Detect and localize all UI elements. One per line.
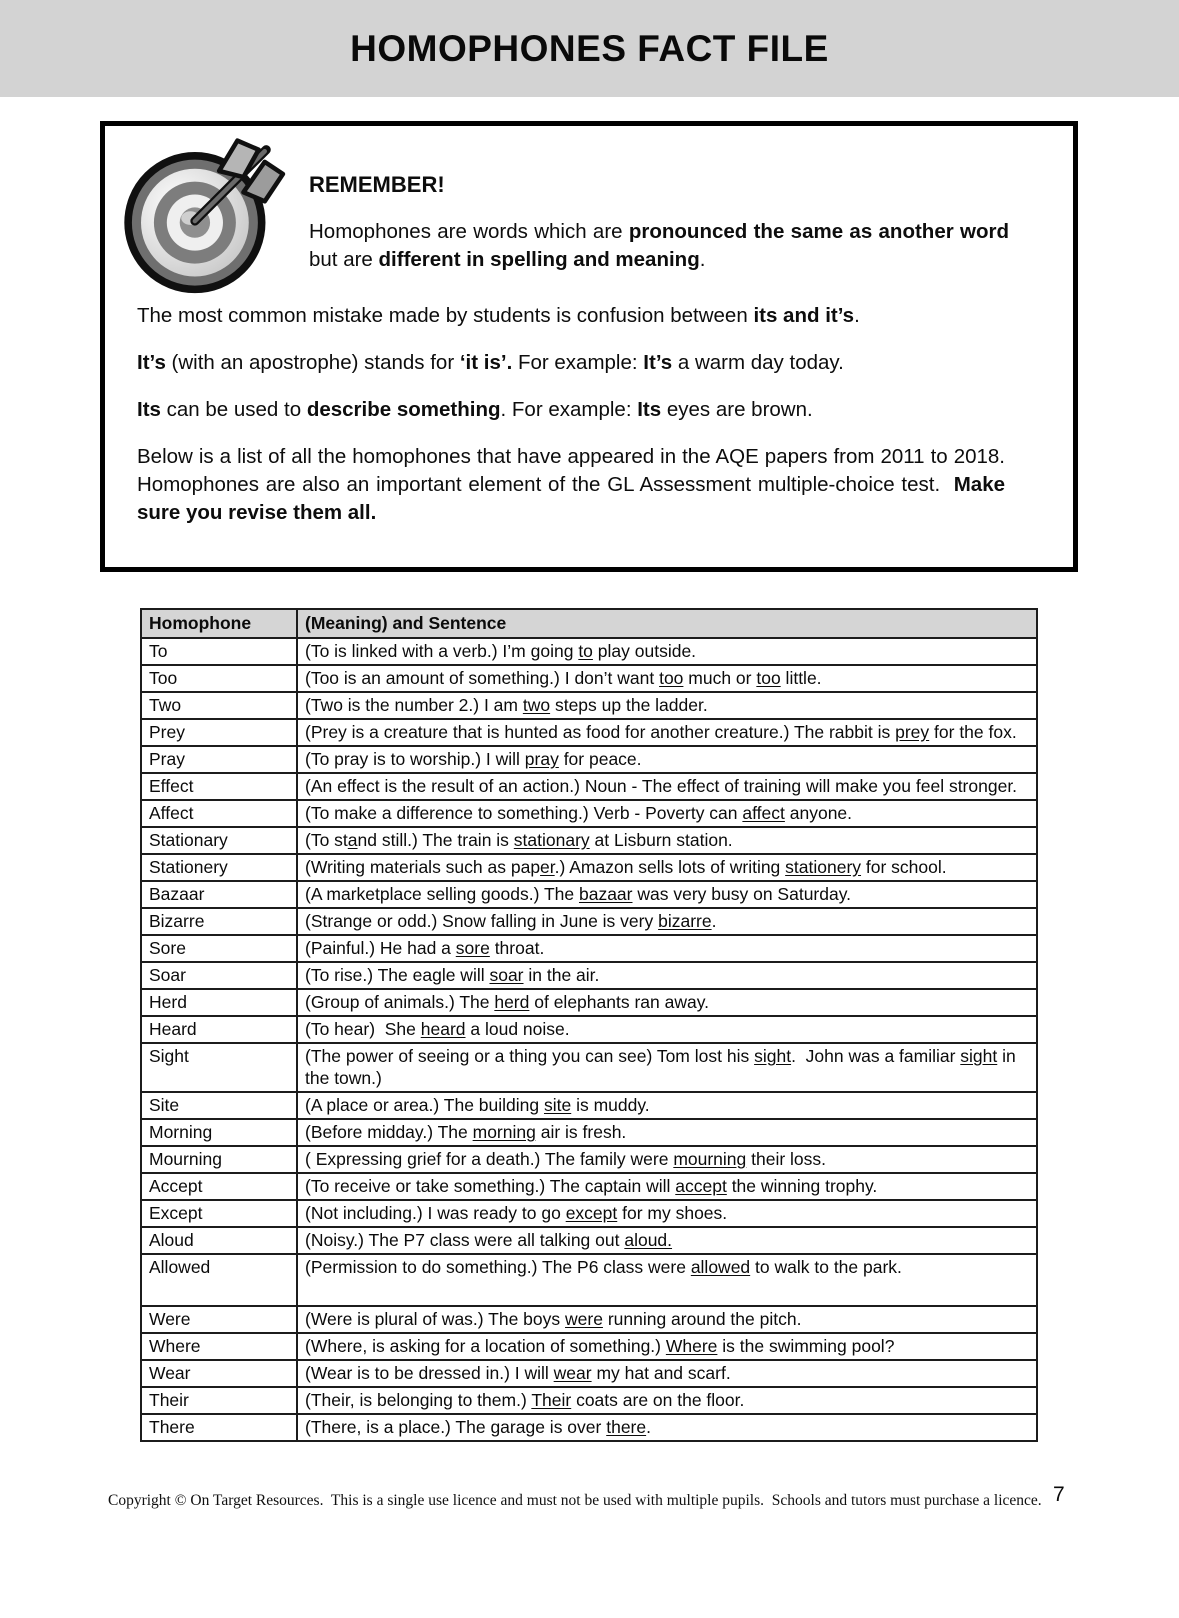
homophone-meaning: (A place or area.) The building site is muddy.: [297, 1092, 1037, 1119]
target-dartboard-icon: [119, 134, 289, 296]
homophone-meaning: (The power of seeing or a thing you can see) Tom lost his sight. John was a familiar sight in the town.): [297, 1043, 1037, 1092]
homophone-meaning: (Strange or odd.) Snow falling in June is very bizarre.: [297, 908, 1037, 935]
homophone-meaning: (Painful.) He had a sore throat.: [297, 935, 1037, 962]
table-row: [141, 962, 1037, 989]
table-row: [141, 1043, 1037, 1092]
homophone-meaning: (Two is the number 2.) I am two steps up the ladder.: [297, 692, 1037, 719]
homophone-meaning: (To rise.) The eagle will soar in the air.: [297, 962, 1037, 989]
table-row: [141, 746, 1037, 773]
homophone-word: Site: [141, 1092, 297, 1119]
table-row: [141, 1119, 1037, 1146]
homophone-word: Pray: [141, 746, 297, 773]
table-row: [141, 1414, 1037, 1441]
homophone-meaning: (Group of animals.) The herd of elephants ran away.: [297, 989, 1037, 1016]
table-row: [141, 800, 1037, 827]
remember-box-top-row: [105, 126, 1073, 296]
homophone-word: Heard: [141, 1016, 297, 1043]
homophone-meaning: (Noisy.) The P7 class were all talking out aloud.: [297, 1227, 1037, 1254]
page-number: 7: [1053, 1483, 1065, 1506]
homophone-word: Sight: [141, 1043, 297, 1092]
remember-intro-paragraph: Homophones are words which are pronounced the same as another word but are different in spelling and meaning.: [309, 220, 1015, 272]
homophone-word: Were: [141, 1306, 297, 1333]
homophone-word: Where: [141, 1333, 297, 1360]
homophone-word: Stationery: [141, 854, 297, 881]
table-row: [141, 1227, 1037, 1254]
homophone-word: Prey: [141, 719, 297, 746]
remember-heading: REMEMBER!: [309, 172, 445, 197]
homophone-word: Stationary: [141, 827, 297, 854]
homophone-meaning: (Were is plural of was.) The boys were running around the pitch.: [297, 1306, 1037, 1333]
remember-box: [100, 121, 1078, 572]
table-row: [141, 1387, 1037, 1414]
homophone-word: Accept: [141, 1173, 297, 1200]
homophone-word: Their: [141, 1387, 297, 1414]
homophone-meaning: (An effect is the result of an action.) Noun - The effect of training will make you feel stronger.: [297, 773, 1037, 800]
homophone-meaning: (To make a difference to something.) Verb - Poverty can affect anyone.: [297, 800, 1037, 827]
homophone-word: Herd: [141, 989, 297, 1016]
remember-intro: [309, 134, 1015, 296]
table-row: [141, 638, 1037, 665]
homophone-meaning: (To pray is to worship.) I will pray for peace.: [297, 746, 1037, 773]
table-row: [141, 1306, 1037, 1333]
homophone-word: Effect: [141, 773, 297, 800]
homophone-word: Except: [141, 1200, 297, 1227]
homophone-meaning: (A marketplace selling goods.) The bazaar was very busy on Saturday.: [297, 881, 1037, 908]
homophones-table-body: [141, 638, 1037, 1441]
homophone-word: Sore: [141, 935, 297, 962]
homophone-word: Morning: [141, 1119, 297, 1146]
table-row: [141, 1092, 1037, 1119]
table-row: [141, 854, 1037, 881]
table-row: [141, 1200, 1037, 1227]
table-row: [141, 827, 1037, 854]
table-row: [141, 719, 1037, 746]
homophone-meaning: (To receive or take something.) The captain will accept the winning trophy.: [297, 1173, 1037, 1200]
remember-paragraph-1: The most common mistake made by students is confusion between its and it’s.: [137, 304, 860, 327]
table-row: [141, 1173, 1037, 1200]
table-row: [141, 908, 1037, 935]
homophone-meaning: (Not including.) I was ready to go except for my shoes.: [297, 1200, 1037, 1227]
homophone-word: Affect: [141, 800, 297, 827]
homophone-word: Aloud: [141, 1227, 297, 1254]
homophone-meaning: (There, is a place.) The garage is over there.: [297, 1414, 1037, 1441]
homophone-word: Mourning: [141, 1146, 297, 1173]
table-row: [141, 935, 1037, 962]
table-row: [141, 1360, 1037, 1387]
homophone-meaning: (Where, is asking for a location of something.) Where is the swimming pool?: [297, 1333, 1037, 1360]
header-row: [141, 609, 1037, 638]
homophone-word: Two: [141, 692, 297, 719]
header-meaning: (Meaning) and Sentence: [297, 609, 1037, 638]
homophone-word: Soar: [141, 962, 297, 989]
remember-paragraph-4: Below is a list of all the homophones that have appeared in the AQE papers from 2011 to 2018. Homophones are also an important element of the GL Assessment multiple-choice test. Make sure you revise them all.: [137, 445, 1017, 525]
header-homophone: Homophone: [141, 609, 297, 638]
page-title: HOMOPHONES FACT FILE: [350, 27, 829, 69]
homophones-table-header: [141, 609, 1037, 638]
homophone-meaning: (Wear is to be dressed in.) I will wear my hat and scarf.: [297, 1360, 1037, 1387]
title-bar: [0, 0, 1179, 97]
homophone-meaning: (Too is an amount of something.) I don’t want too much or too little.: [297, 665, 1037, 692]
homophones-table: [140, 608, 1038, 1442]
homophone-word: Too: [141, 665, 297, 692]
homophone-word: There: [141, 1414, 297, 1441]
homophone-word: Wear: [141, 1360, 297, 1387]
homophone-meaning: (Writing materials such as paper.) Amazon sells lots of writing stationery for school.: [297, 854, 1037, 881]
homophone-meaning: (Before midday.) The morning air is fresh.: [297, 1119, 1037, 1146]
remember-paragraph-3: Its can be used to describe something. For example: Its eyes are brown.: [137, 398, 813, 422]
homophone-word: Bazaar: [141, 881, 297, 908]
table-row: [141, 665, 1037, 692]
homophone-word: To: [141, 638, 297, 665]
homophone-meaning: (To is linked with a verb.) I’m going to play outside.: [297, 638, 1037, 665]
table-row: [141, 881, 1037, 908]
table-row: [141, 1254, 1037, 1306]
homophone-meaning: (Prey is a creature that is hunted as food for another creature.) The rabbit is prey for the fox.: [297, 719, 1037, 746]
homophone-meaning: ( Expressing grief for a death.) The family were mourning their loss.: [297, 1146, 1037, 1173]
homophone-word: Allowed: [141, 1254, 297, 1306]
homophone-meaning: (Their, is belonging to them.) Their coats are on the floor.: [297, 1387, 1037, 1414]
table-row: [141, 1016, 1037, 1043]
table-row: [141, 989, 1037, 1016]
table-row: [141, 1333, 1037, 1360]
table-row: [141, 1146, 1037, 1173]
copyright-notice: Copyright © On Target Resources. This is a single use licence and must not be used with multiple pupils. Schools and tutors must purchase a licence.: [108, 1492, 1042, 1509]
remember-paragraph-2: It’s (with an apostrophe) stands for ‘it is’. For example: It’s a warm day today.: [137, 351, 844, 375]
homophone-meaning: (To hear) She heard a loud noise.: [297, 1016, 1037, 1043]
homophone-meaning: (To stand still.) The train is stationary at Lisburn station.: [297, 827, 1037, 854]
homophone-meaning: (Permission to do something.) The P6 class were allowed to walk to the park.: [297, 1254, 1037, 1306]
homophone-word: Bizarre: [141, 908, 297, 935]
table-row: [141, 692, 1037, 719]
table-row: [141, 773, 1037, 800]
